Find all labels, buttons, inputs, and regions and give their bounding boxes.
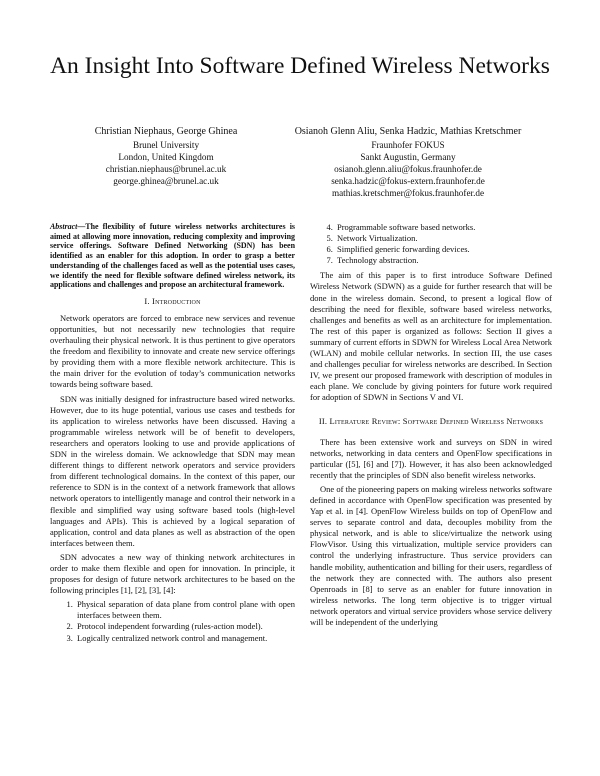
list-item: 6. Simplified generic forwarding devices. — [335, 244, 552, 255]
abstract-text: —The flexibility of future wireless networks architectures is aimed at allowing more innovation, reducing complexity and improving service offerings. Software Defined Networking (SDN) has been identified as an enabler for this adoption. In order to grasp a better understanding of the challenges faced as well as the potential uses cases, we identify the need for flexible software defined wireless network, its applications and challenges and propose an architectural framework. — [50, 222, 295, 290]
list-item: 2. Protocol independent forwarding (rules-action model). — [75, 621, 295, 632]
section-heading: I. Introduction — [144, 295, 201, 306]
paragraph: The aim of this paper is to first introduce Software Defined Wireless Network (SDWN) as a guide for further research that will be done in the wireless domain. Second, to present a logical flow of describing the need for flexible, software based wireless networks, challenges and benefits as well as an architecture for implementation. The rest of this paper is organized as follows: Section II gives a summary of current efforts in SDWN for Wireless Local Area Network (WLAN) and mobile cellular networks. In section III, the use cases and challenges peculiar for wireless networks are described. In Section IV, we present our proposed framework with description of modules in each plane. We conclude by giving pointers for future work required for adoption of SDWN in Sections V and VI. — [310, 270, 552, 403]
list-item: 7. Technology abstraction. — [335, 255, 552, 266]
list-item: 5. Network Virtualization. — [335, 233, 552, 244]
paragraph: One of the pioneering papers on making wireless networks software defined in accordance with OpenFlow specification was presented by Yap et al. in [4]. OpenFlow Wireless builds on top of OpenFlow and serves to separate control and data, decouples mobility from the physical network, and is able to slice/virtualize the network using FlowVisor. Using this virtualization, multiple service providers can control the underlying infrastructure. Thus service providers can handle mobility, authentication and billing for their users, regardless of the network they are connected with. The authors also present Openroads in [8] to serve as an enabler for future innovation in wireless networks. The long term objective is to trigger virtual network operators and virtual service providers whose service delivery will be independent of the underlying — [310, 483, 552, 627]
author-affiliation: Brunel University — [132, 140, 200, 150]
section-heading: II. Literature Review: Software Defined Wireless Networks — [318, 415, 544, 426]
author-email: george.ghinea@brunel.ac.uk — [113, 176, 219, 186]
principles-list-continued — [310, 222, 552, 266]
paragraph: SDN advocates a new way of thinking network architectures in order to make them flexible and open for innovation. In principle, it proposes for design of future network architectures to be based on the following principles [1], [2], [3], [4]: — [50, 551, 295, 596]
left-column — [50, 222, 295, 648]
abstract — [50, 222, 295, 290]
paragraph: SDN was initially designed for infrastructure based wired networks. However, due to its huge potential, various use cases and testbeds for its application to wireless networks have been discussed. Having a programmable wireless network will be of benefit to developers, researchers and operators looking to use and provide applications of SDN in the wireless domain. We acknowledge that SDN may mean different things to different network operators and service providers from different technological domains. In the context of this paper, our reference to SDN is in the context of a network framework that allows network operators to intelligently manage and control their network in a flexible and simplified way using software based tools (high-level languages and APIs). This is achieved by a logical separation of application, control and data planes as well as abstraction of the open interfaces between them. — [50, 393, 296, 548]
list-item: 3. Logically centralized network control and management. — [75, 633, 295, 644]
author-email: christian.niephaus@brunel.ac.uk — [105, 164, 227, 174]
author-email: senka.hadzic@fokus-extern.fraunhofer.de — [331, 176, 485, 186]
principles-list — [50, 599, 295, 643]
right-column — [310, 222, 552, 631]
author-names: Christian Niephaus, George Ghinea — [94, 126, 238, 137]
author-location: Sankt Augustin, Germany — [360, 152, 456, 162]
author-block-right — [258, 126, 558, 199]
list-item: 1. Physical separation of data plane from control plane with open interfaces between them. — [75, 599, 295, 621]
author-affiliation: Fraunhofer FOKUS — [371, 140, 445, 150]
author-email: mathias.kretschmer@fokus.fraunhofer.de — [331, 188, 485, 198]
author-location: London, United Kingdom — [118, 152, 214, 162]
author-block-left — [66, 126, 266, 187]
author-email: osianoh.glenn.aliu@fokus.fraunhofer.de — [334, 164, 482, 174]
list-item: 4. Programmable software based networks. — [335, 222, 552, 233]
paragraph: Network operators are forced to embrace new services and revenue opportunities, but not necessarily new technologies that require overhauling their physical network. It is thus pertinent to give operators the freedom and flexibility to innovate and create new service offerings by providing them with a more flexible network architecture. This is the main driver for the evolution of today’s communication networks towards being software based. — [50, 312, 295, 390]
paper-title: An Insight Into Software Defined Wireless Networks — [50, 53, 550, 79]
abstract-label: Abstract — [50, 222, 78, 231]
paragraph: There has been extensive work and surveys on SDN in wired networks, networking in data centers and OpenFlow specifications in particular ([5], [6] and [7]). However, it has also been acknowledged recently that the principles of SDN also benefit wireless networks. — [310, 436, 552, 480]
author-names: Osianoh Glenn Aliu, Senka Hadzic, Mathias Kretschmer — [294, 126, 522, 137]
